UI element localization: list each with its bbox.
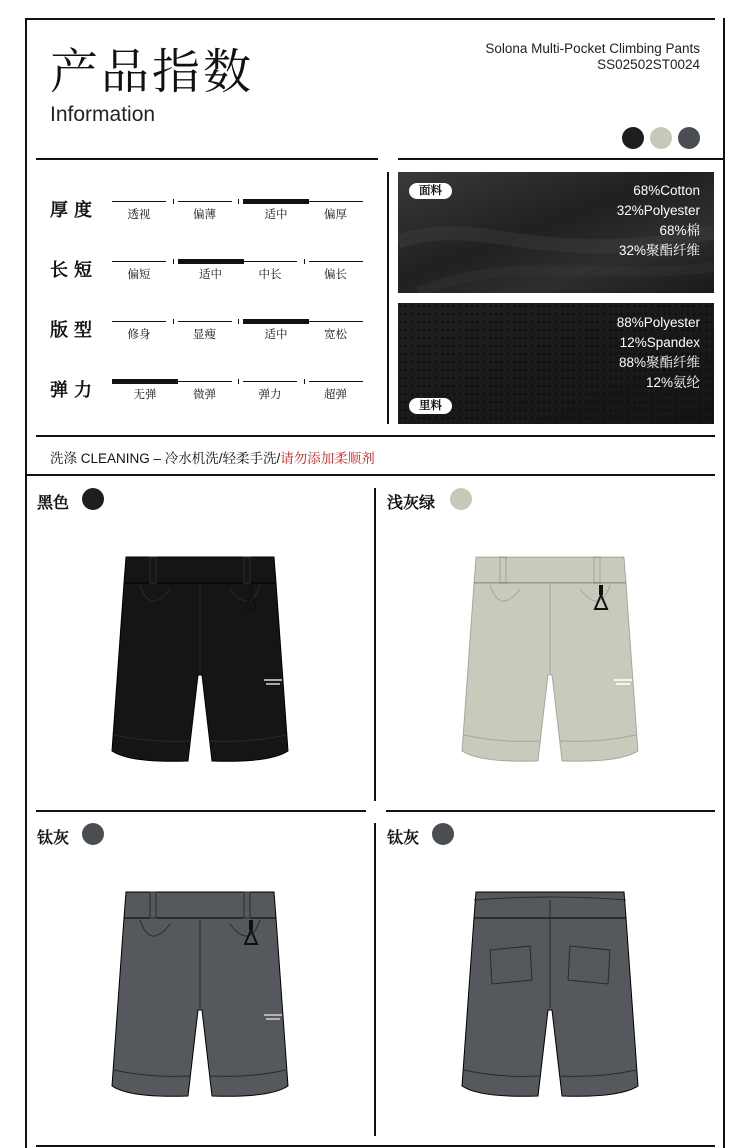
tiles-center-divider	[374, 488, 376, 801]
index-option-selected	[178, 259, 244, 281]
index-scale	[112, 199, 362, 221]
index-option-label: 弹力	[258, 387, 282, 401]
index-option-label: 透视	[127, 207, 151, 221]
index-option	[243, 379, 297, 401]
product-image-front	[110, 555, 290, 772]
index-tick	[238, 379, 239, 384]
index-option-label: 超弹	[324, 387, 347, 401]
cleaning-text: 洗涤 CLEANING – 冷水机洗/轻柔手洗/	[50, 451, 281, 466]
lining-fabric-composition	[617, 313, 700, 393]
tiles-center-divider-2	[374, 823, 376, 1136]
index-tick	[238, 259, 239, 264]
color-name: 黑色	[37, 495, 70, 512]
product-name: Solona Multi-Pocket Climbing Pants	[485, 41, 700, 56]
index-option	[309, 259, 363, 281]
header-divider-right	[398, 158, 724, 160]
index-tick	[304, 199, 305, 204]
outer-fabric-tag: 面料	[409, 183, 452, 199]
index-tick	[173, 259, 174, 264]
index-tick	[238, 199, 239, 204]
index-label: 弹力	[50, 380, 98, 400]
index-scale	[112, 379, 362, 401]
index-option	[178, 379, 232, 401]
index-bar	[309, 381, 363, 382]
index-option	[112, 199, 166, 221]
index-bar	[178, 381, 232, 382]
cleaning-instructions	[50, 447, 375, 467]
index-tick	[173, 379, 174, 384]
color-dot	[450, 488, 472, 510]
left-border	[25, 18, 27, 1148]
page-title: 产品指数	[50, 44, 255, 100]
index-option	[309, 199, 363, 221]
index-tick	[304, 259, 305, 264]
index-divider	[387, 172, 389, 424]
index-option	[112, 319, 166, 341]
index-option-label: 适中	[264, 207, 288, 221]
product-image-back	[460, 890, 640, 1107]
index-option-label: 偏长	[324, 267, 347, 281]
index-bar	[112, 379, 178, 384]
index-bar	[309, 261, 363, 262]
index-bar	[178, 259, 244, 264]
index-label: 版型	[50, 320, 98, 340]
index-option-label: 偏薄	[193, 207, 216, 221]
outer-fabric-composition	[617, 181, 700, 261]
index-bar	[309, 321, 363, 322]
index-bottom-divider	[36, 435, 715, 437]
color-dot	[82, 823, 104, 845]
index-option	[309, 319, 363, 341]
index-tick	[304, 379, 305, 384]
index-bar	[178, 321, 232, 322]
fabric-outer-panel	[398, 172, 714, 293]
index-tick	[238, 319, 239, 324]
color-name: 钛灰	[37, 830, 70, 847]
lining-fabric-tag: 里料	[409, 398, 452, 414]
swatch-titanium-grey	[678, 127, 700, 149]
index-option-selected	[112, 379, 178, 401]
product-image-front	[460, 555, 640, 772]
product-image-front	[110, 890, 290, 1107]
color-name: 浅灰绿	[387, 495, 436, 512]
index-option-label: 显瘦	[193, 327, 216, 341]
index-option-label: 微弹	[193, 387, 216, 401]
index-bar	[178, 201, 232, 202]
right-border	[723, 18, 725, 1148]
index-tick	[304, 319, 305, 324]
index-bar	[243, 381, 297, 382]
index-option	[309, 379, 363, 401]
index-option-label: 中长	[258, 267, 282, 281]
index-bar	[112, 261, 166, 262]
color-dot	[432, 823, 454, 845]
cleaning-bottom-divider	[25, 474, 715, 476]
index-option-selected	[243, 199, 309, 221]
index-option	[178, 199, 232, 221]
index-option-label: 无弹	[133, 387, 157, 401]
tiles-row-divider-right	[386, 810, 715, 812]
swatch-black	[622, 127, 644, 149]
cleaning-warning: 请勿添加柔顺剂	[280, 451, 375, 466]
header-divider-left	[36, 158, 378, 160]
index-label: 长短	[50, 260, 98, 280]
top-border	[25, 18, 715, 20]
color-dot	[82, 488, 104, 510]
index-tick	[173, 199, 174, 204]
page-subtitle: Information	[50, 103, 156, 126]
composition-line: 12%Spandex	[619, 335, 700, 350]
color-name: 钛灰	[387, 830, 420, 847]
index-option-label: 偏短	[127, 267, 151, 281]
bottom-divider	[36, 1145, 715, 1147]
index-bar	[112, 321, 166, 322]
index-option-label: 宽松	[324, 327, 347, 341]
index-bar	[112, 201, 166, 202]
product-code: SS02502ST0024	[597, 57, 700, 72]
index-bar	[243, 199, 309, 204]
composition-line: 32%Polyester	[616, 203, 700, 218]
index-option-label: 适中	[264, 327, 288, 341]
index-bar	[309, 201, 363, 202]
fabric-lining-panel	[398, 303, 714, 424]
index-scale	[112, 319, 362, 341]
composition-line: 88%聚酯纤维	[618, 355, 700, 370]
index-option	[112, 259, 166, 281]
index-option-label: 适中	[199, 267, 222, 281]
composition-line: 88%Polyester	[616, 315, 700, 330]
composition-line: 68%棉	[659, 223, 700, 238]
index-scale	[112, 259, 362, 281]
swatch-light-grey-green	[650, 127, 672, 149]
index-option-selected	[243, 319, 309, 341]
index-bar	[243, 319, 309, 324]
tiles-row-divider-left	[36, 810, 366, 812]
index-label: 厚度	[50, 200, 98, 220]
composition-line: 68%Cotton	[633, 183, 700, 198]
index-tick	[173, 319, 174, 324]
index-option-label: 偏厚	[324, 207, 347, 221]
index-option	[243, 259, 297, 281]
index-bar	[243, 261, 297, 262]
index-option	[178, 319, 232, 341]
composition-line: 12%氨纶	[645, 375, 700, 390]
index-option-label: 修身	[127, 327, 151, 341]
product-info	[485, 41, 700, 73]
composition-line: 32%聚酯纤维	[618, 243, 700, 258]
